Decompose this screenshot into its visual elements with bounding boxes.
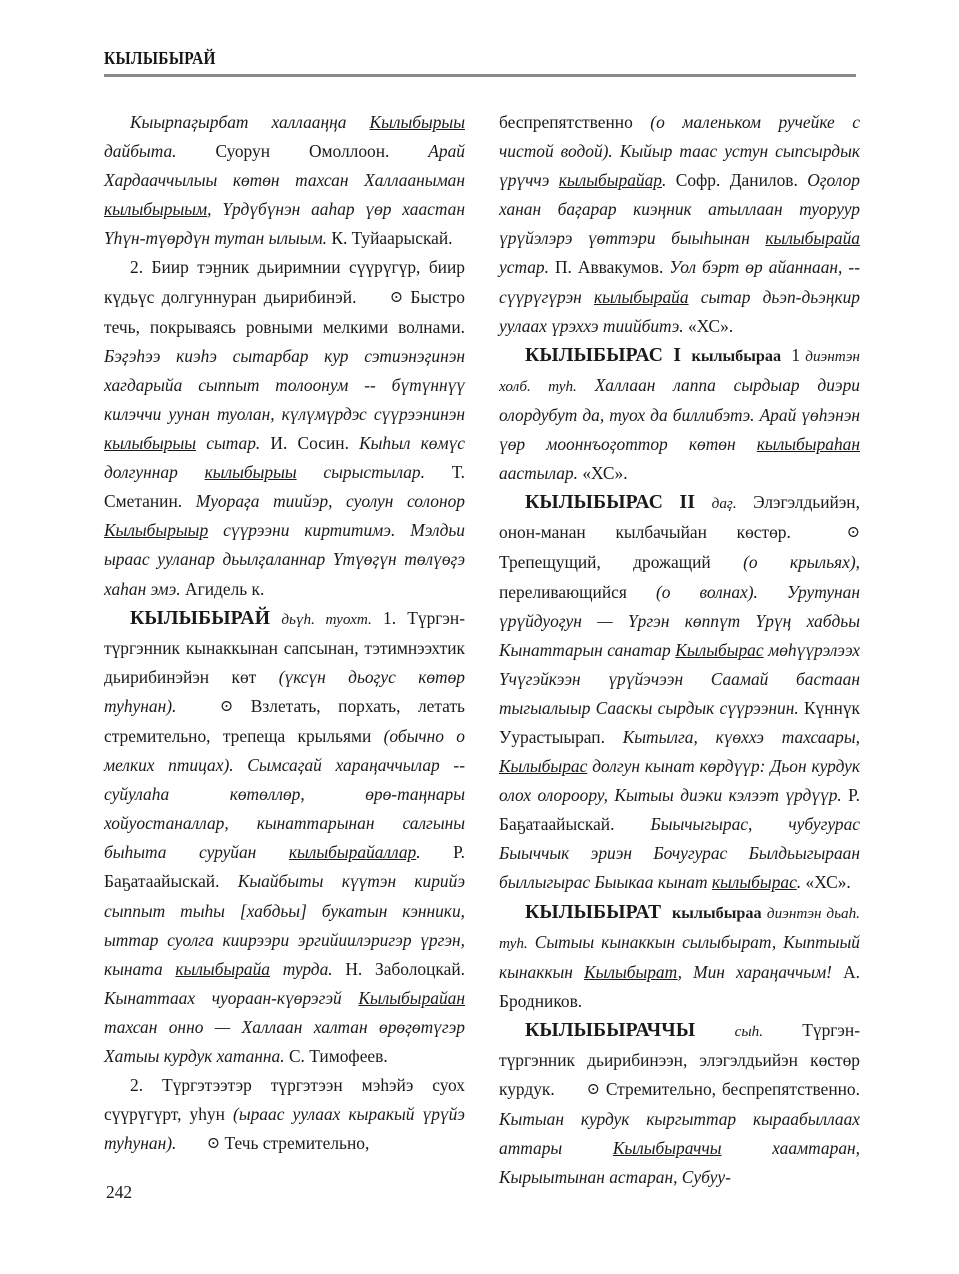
paragraph-continued-sense-2 (499, 108, 860, 341)
spacer (396, 608, 407, 628)
spacer (356, 287, 363, 307)
dictionary-entry-kylybyras-2 (499, 488, 860, 897)
headword: КЫЛЫБЫРАС (525, 492, 664, 514)
source-attribution: Суорун Омоллоон. (215, 141, 390, 162)
grammar-label: диэнтэн дьаһ. туһ. (499, 904, 860, 952)
spacer (371, 726, 383, 746)
example-text: . (796, 872, 806, 893)
spacer (663, 492, 679, 512)
source-attribution: «ХС». (582, 463, 628, 484)
russian-definition: Трепещущий, дрожащий (499, 552, 711, 573)
running-header-text: КЫЛЫБЫРАЙ (104, 48, 216, 68)
spacer (176, 696, 194, 716)
spacer (758, 582, 787, 602)
russian-definition: Стремительно, беспрепятственно. (605, 1079, 860, 1100)
spacer (627, 582, 656, 602)
example-text: устар. (499, 257, 555, 278)
keyword: кылыбырыым (104, 199, 208, 220)
spacer (695, 1020, 734, 1040)
source-attribution: К. Туйаарыскай. (331, 228, 453, 249)
spacer (633, 112, 651, 132)
sense-number: 2. (130, 257, 144, 278)
yakut-definition-paren: (ыраас уулаах кыракый үрүйэ туһунан). (104, 1104, 465, 1154)
spacer (270, 608, 281, 628)
example-text: тахсан онно — Халлаан халтан өрөӷөтүгэр Хатыы курдук хатанна. (104, 1016, 465, 1066)
keyword: кылыбырыы (104, 433, 197, 454)
keyword: кылыбырайар (558, 170, 662, 191)
example-text: Кыырпаӷырбат халлааӊӊа (130, 112, 370, 132)
paragraph-continued-examples (104, 108, 465, 253)
example-text: турда. (270, 958, 346, 979)
source-attribution: Р. Баҕатаайыскай. (499, 785, 860, 835)
spacer (143, 257, 151, 277)
dictionary-entry-kylybyrat (499, 898, 860, 1016)
keyword: кылыбыраһан (756, 434, 860, 455)
example-text: Кыһыл көмүс долгуннар (104, 433, 465, 483)
headword: КЫЛЫБЫРАЙ (130, 607, 271, 629)
keyword: Кылыбырас (675, 639, 764, 660)
source-attribution: «ХС». (805, 872, 851, 893)
example-text: Сымсаӷай хараӊаччылар -- суйулаһа көтөллөр, өрө-таӊнары хойуостаналлар, кынаттарынан салгыны быһыта суруйан (104, 755, 465, 863)
example-text: Урутунан үрүйдуоӷун — Үргэн көппүт Үрүӊ хабдьы Кынаттарын санатар (499, 581, 860, 660)
example-text: Муораӷа тиийэр, суолун солонор (182, 491, 465, 512)
example-text: . (416, 842, 454, 863)
example-text: Уол бэрт өр айаннаан, -- сүүрүгүрэн (499, 257, 861, 307)
text-columns (104, 108, 861, 1188)
example-text: сүүрээни киртитимэ. Мэлдьи ыраас ууланар дьылӷаланнар Үтүөӷүн төлүөӷэ хаһан эмэ. (104, 520, 465, 599)
example-text: Халлаан лаппа сырдыар диэри олордубут да, туох да биллибэтэ. Арай үөһэнэн үөр мооннъоӷоттор көтөн (499, 374, 860, 455)
russian-definition: , переливающийся (499, 552, 860, 602)
example-text: , Үрдүбүнэн ааһар үөр хаастан Үһүн-түөрдүн тутан ылыым. (104, 199, 465, 249)
sense-number: 2. (130, 1075, 144, 1096)
keyword: кылыбырайа (765, 228, 860, 249)
keyword: Кылыбырыыр (104, 520, 209, 541)
spacer (791, 522, 821, 542)
column-left (104, 108, 465, 1178)
grammar-label: даӷ. (711, 495, 737, 513)
russian-definition: беспрепятственно (499, 112, 633, 132)
yakut-definition: Элэгэлдьийэн, онон-манан кылбачыйан көстөр. (499, 492, 860, 543)
spacer (663, 345, 673, 365)
keyword: кылыбырас (711, 872, 797, 893)
paragraph-sense-2 (104, 253, 465, 603)
source-attribution: Т. Сметанин. (104, 462, 465, 512)
sense-number: 1. (383, 607, 397, 628)
grammar-label: сыһ. (734, 1022, 764, 1040)
example-text: Оӷолор ханан баӷарар киэӊник атыллаан туоруур үрүйэлэрэ үөттэри быыһынан (499, 170, 860, 249)
filled-circle-bullet-icon: ⊙ (206, 1135, 221, 1153)
example-text: Бэӷэһээ киэһэ сытарбар кур сэтиэнэӷинэн хагдарыйа сыппыт толоонум -- бүтүннүү килэччи уунан туолан, күлүмүрдэс сүүрээнинэн (104, 345, 465, 424)
russian-definition-paren: (обычно о мелких птицах). (104, 725, 465, 776)
headword: КЫЛЫБЫРАТ (525, 901, 662, 923)
filled-circle-bullet-icon: ⊙ (846, 524, 860, 542)
example-text: хаамтаран, Кырыытынан астаран, Субуу- (499, 1138, 860, 1188)
dictionary-entry-kylybyrachchy (499, 1016, 860, 1193)
source-attribution: «ХС». (687, 315, 734, 336)
paragraph-kylybyray-sense-2 (104, 1071, 465, 1159)
spacer (225, 1104, 233, 1124)
spacer (372, 608, 383, 628)
headword-subform: кылыбыраа (671, 903, 762, 922)
russian-definition-paren: (о крыльях) (743, 552, 856, 573)
keyword: кылыбырайаллар (288, 842, 417, 863)
spacer (234, 755, 248, 775)
source-attribution: И. Сосин. (270, 433, 349, 454)
russian-definition-paren: (о маленьком ручейке с чистой водой). (499, 112, 860, 162)
headword-subform: кылыбыраа (691, 346, 782, 365)
example-text: Арай Хардааччылыы көтөн тахсан Халлааныман (104, 141, 465, 191)
spacer (661, 902, 672, 922)
spacer (613, 141, 620, 161)
grammar-label: дьүһ. туохт. (281, 610, 372, 628)
spacer (143, 1075, 162, 1095)
keyword: Кылыбырас (499, 756, 588, 777)
spacer (528, 932, 535, 952)
spacer (711, 552, 743, 572)
column-right (499, 108, 861, 1188)
russian-definition: Течь стремительно, (224, 1133, 370, 1154)
example-text: аастылар. (499, 463, 583, 484)
example-text: сытар. (196, 433, 271, 454)
keyword: Кылыбырат (584, 961, 678, 982)
keyword: Кылыбыраччы (612, 1138, 722, 1159)
spacer (781, 345, 791, 365)
example-text: дайбыта. (104, 141, 216, 162)
example-text: Быычыгырас, чубугурас Быыччык эриэн Бочугурас Былдьыгыраан быллыгырас Быыкаа кынат (499, 814, 860, 893)
source-attribution: Н. Заболоцкай. (345, 958, 465, 979)
example-text: мөһүүрэлээх Үчүгэйкээн үрүйэчээн Саамай бастаан тыгыалыыр Сааскы сырдык сүүрээнин. (499, 639, 861, 718)
keyword: Кылыбырайан (358, 987, 465, 1008)
spacer (256, 667, 278, 687)
example-text: сырыстылар. (296, 462, 452, 483)
yakut-definition: Түргэн-түргэнник кынаккынан сапсынан, тэтимнээхтик дьирибинэйэн көт (104, 607, 465, 687)
filled-circle-bullet-icon: ⊙ (219, 697, 234, 715)
source-attribution: Күннүк Уурастыырап. (499, 697, 860, 747)
yakut-definition: Түргэн-түргэнник дьирибинээн, элэгэлдьийэн көстөр курдук. (499, 1019, 860, 1100)
source-attribution: Агидель к. (185, 578, 265, 599)
example-text: Кыйыр таас устун сыпсырдык үрүччэ (499, 141, 860, 191)
yakut-definition-paren: (үксүн дьоӷус көтөр туһунан). (104, 666, 465, 716)
keyword: кылыбырайа (175, 958, 271, 979)
russian-definition: Быстро течь, покрываясь ровными мелкими волнами. (104, 286, 465, 337)
example-text: Кытыан курдук кыргыттар кыраабыллаах аттары (499, 1109, 860, 1159)
example-text: Кыайбыты күүтэн кирийэ сыппыт тыһы [хабдьы] букатын кэнники, ыттар суолга киирээри эргийиилэригэр үргэн, кыната (104, 871, 465, 979)
keyword: кылыбырыы (204, 462, 297, 483)
sense-number: 1 (791, 344, 801, 365)
headword-roman-numeral: I (673, 344, 682, 366)
yakut-definition: Биир тэӈник дьиримнии сүүрүгүр, биир күдьүс долгуннуран дьирибинэй. (104, 257, 465, 307)
russian-definition-paren: (о волнах). (655, 581, 758, 602)
page-number: 242 (106, 1182, 133, 1202)
source-attribution: А. Бродников. (499, 961, 860, 1011)
example-text: Сытыы кынаккын сылыбырат, Кыптыый кынаккын (499, 931, 860, 982)
yakut-definition: Түргэтээтэр түргэтээн мэһэйэ суох сүүрүгүрт, уһун (104, 1075, 465, 1125)
russian-definition: Взлетать, порхать, летать стремительно, трепеща крыльями (104, 695, 465, 746)
headword-roman-numeral: II (679, 492, 696, 514)
filled-circle-bullet-icon: ⊙ (389, 288, 404, 306)
source-attribution: П. Аввакумов. (554, 257, 664, 278)
keyword: кылыбырайа (593, 286, 689, 307)
spacer (681, 345, 691, 365)
keyword: Кылыбырыы (369, 112, 465, 132)
source-attribution: Софр. Данилов. (675, 170, 798, 191)
source-attribution: С. Тимофеев. (288, 1046, 388, 1066)
spacer (695, 492, 711, 512)
grammar-label: диэнтэн холб. туһ. (499, 347, 860, 395)
dictionary-entry-kylybyray (104, 604, 465, 1072)
spacer (233, 696, 251, 716)
dictionary-entry-kylybyras-1 (499, 341, 860, 488)
spacer (737, 492, 753, 512)
example-text: , Мин хараӊаччым! (677, 961, 844, 982)
filled-circle-bullet-icon: ⊙ (586, 1081, 600, 1099)
spacer (577, 375, 595, 395)
header-rule (104, 74, 856, 77)
example-text: долгун кынат көрдүүр: Дьон курдук олох олороору, Кытыы диэки кэлээт үрдүүр. (499, 756, 860, 806)
running-header (104, 48, 856, 77)
example-text: Кытылга, күөххэ тахсаары, (604, 726, 860, 747)
example-text: сытар дьэп-дьэӊкир уулаах үрэххэ тиийбитэ. (499, 286, 860, 336)
example-text: . (662, 170, 676, 191)
spacer (763, 1020, 802, 1040)
source-attribution: Р. Баҕатаайыскай. (104, 842, 465, 892)
example-text: Кынаттаах чуораан-күөрэгэй (104, 987, 359, 1008)
headword: КЫЛЫБЫРАЧЧЫ (525, 1019, 696, 1041)
headword: КЫЛЫБЫРАС (525, 344, 664, 366)
